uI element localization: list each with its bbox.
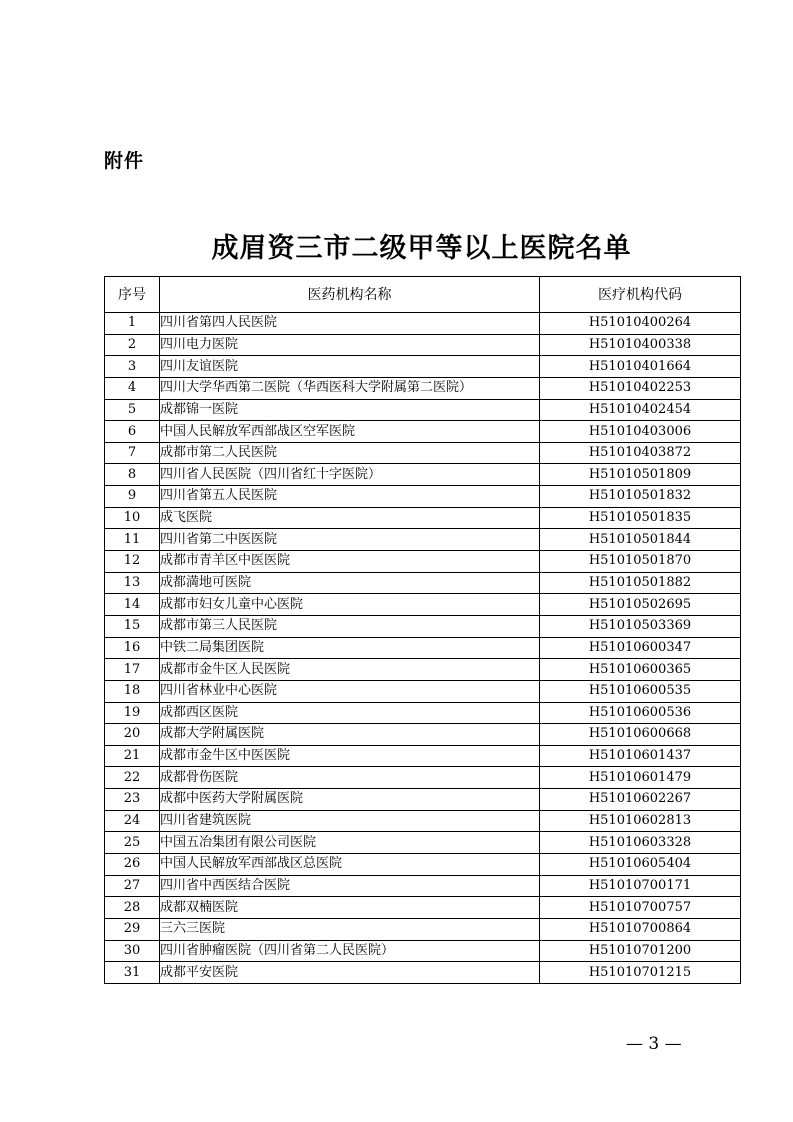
institution-name-cell: 中国五冶集团有限公司医院 [160,832,540,854]
table-row [105,551,741,573]
table-row [105,399,741,421]
serial-number-cell: 20 [105,724,160,746]
table-row [105,659,741,681]
institution-code-cell: H51010400338 [540,334,741,356]
institution-code-cell: H51010603328 [540,832,741,854]
institution-code-cell: H51010501832 [540,486,741,508]
table-row [105,313,741,335]
institution-code-cell: H51010502695 [540,594,741,616]
institution-code-cell: H51010501844 [540,529,741,551]
institution-name-cell: 成都市青羊区中医医院 [160,551,540,573]
institution-code-cell: H51010600668 [540,724,741,746]
document-title: 成眉资三市二级甲等以上医院名单 [211,233,632,264]
institution-code-cell: H51010600365 [540,659,741,681]
serial-number-cell: 4 [105,377,160,399]
institution-name-cell: 成飞医院 [160,507,540,529]
serial-number-cell: 17 [105,659,160,681]
serial-number-cell: 31 [105,962,160,984]
institution-name-cell: 成都大学附属医院 [160,724,540,746]
institution-code-cell: H51010501870 [540,551,741,573]
institution-code-cell: H51010600536 [540,702,741,724]
table-row [105,832,741,854]
institution-name-cell: 成都双楠医院 [160,897,540,919]
institution-name-cell: 三六三医院 [160,918,540,940]
table-row [105,594,741,616]
hospital-table [104,276,741,984]
serial-number-cell: 28 [105,897,160,919]
table-row [105,637,741,659]
table-row [105,767,741,789]
serial-number-cell: 18 [105,680,160,702]
serial-number-cell: 5 [105,399,160,421]
table-row [105,962,741,984]
institution-code-cell: H51010402454 [540,399,741,421]
table-row [105,334,741,356]
serial-number-cell: 13 [105,572,160,594]
institution-code-cell: H51010602813 [540,810,741,832]
institution-code-cell: H51010501835 [540,507,741,529]
institution-code-cell: H51010400264 [540,313,741,335]
table-row [105,507,741,529]
table-row [105,854,741,876]
table-row [105,421,741,443]
serial-number-cell: 19 [105,702,160,724]
serial-number-cell: 12 [105,551,160,573]
institution-name-cell: 成都锦一医院 [160,399,540,421]
header-serial-number: 序号 [105,277,160,313]
institution-code-cell: H51010602267 [540,789,741,811]
institution-code-cell: H51010601479 [540,767,741,789]
institution-code-cell: H51010401664 [540,356,741,378]
table-row [105,875,741,897]
serial-number-cell: 25 [105,832,160,854]
table-row [105,442,741,464]
institution-name-cell: 四川友谊医院 [160,356,540,378]
institution-code-cell: H51010600535 [540,680,741,702]
serial-number-cell: 26 [105,854,160,876]
table-row [105,464,741,486]
institution-name-cell: 成都市金牛区人民医院 [160,659,540,681]
serial-number-cell: 29 [105,918,160,940]
table-row [105,940,741,962]
institution-code-cell: H51010403872 [540,442,741,464]
institution-name-cell: 成都骨伤医院 [160,767,540,789]
page-number: — 3 — [626,1034,682,1054]
attachment-label: 附件 [104,150,145,172]
institution-name-cell: 四川省第四人民医院 [160,313,540,335]
institution-name-cell: 成都平安医院 [160,962,540,984]
table-row [105,724,741,746]
table-row [105,789,741,811]
header-institution-name: 医药机构名称 [160,277,540,313]
serial-number-cell: 14 [105,594,160,616]
serial-number-cell: 7 [105,442,160,464]
institution-name-cell: 成都西区医院 [160,702,540,724]
institution-name-cell: 四川省第五人民医院 [160,486,540,508]
institution-code-cell: H51010700864 [540,918,741,940]
institution-code-cell: H51010402253 [540,377,741,399]
table-row [105,529,741,551]
serial-number-cell: 16 [105,637,160,659]
table-row [105,897,741,919]
table-row [105,572,741,594]
serial-number-cell: 3 [105,356,160,378]
institution-code-cell: H51010700171 [540,875,741,897]
serial-number-cell: 8 [105,464,160,486]
table-row [105,810,741,832]
institution-name-cell: 成都市第二人民医院 [160,442,540,464]
institution-code-cell: H51010701200 [540,940,741,962]
institution-name-cell: 成都中医药大学附属医院 [160,789,540,811]
institution-name-cell: 四川省中西医结合医院 [160,875,540,897]
institution-name-cell: 四川省肿瘤医院（四川省第二人民医院） [160,940,540,962]
institution-code-cell: H51010605404 [540,854,741,876]
institution-name-cell: 中铁二局集团医院 [160,637,540,659]
institution-code-cell: H51010701215 [540,962,741,984]
table-row [105,486,741,508]
table-row [105,680,741,702]
institution-name-cell: 四川省林业中心医院 [160,680,540,702]
serial-number-cell: 11 [105,529,160,551]
serial-number-cell: 22 [105,767,160,789]
institution-code-cell: H51010403006 [540,421,741,443]
institution-code-cell: H51010503369 [540,615,741,637]
institution-name-cell: 四川省建筑医院 [160,810,540,832]
institution-code-cell: H51010501809 [540,464,741,486]
table-row [105,702,741,724]
serial-number-cell: 21 [105,745,160,767]
table-row [105,918,741,940]
serial-number-cell: 9 [105,486,160,508]
institution-name-cell: 中国人民解放军西部战区空军医院 [160,421,540,443]
serial-number-cell: 6 [105,421,160,443]
institution-name-cell: 中国人民解放军西部战区总医院 [160,854,540,876]
serial-number-cell: 24 [105,810,160,832]
table-header-row [105,277,741,313]
institution-name-cell: 成都市金牛区中医医院 [160,745,540,767]
serial-number-cell: 1 [105,313,160,335]
institution-code-cell: H51010700757 [540,897,741,919]
institution-name-cell: 四川大学华西第二医院（华西医科大学附属第二医院） [160,377,540,399]
serial-number-cell: 30 [105,940,160,962]
serial-number-cell: 2 [105,334,160,356]
institution-name-cell: 成都市妇女儿童中心医院 [160,594,540,616]
serial-number-cell: 10 [105,507,160,529]
serial-number-cell: 23 [105,789,160,811]
table-row [105,615,741,637]
serial-number-cell: 15 [105,615,160,637]
institution-name-cell: 四川省人民医院（四川省红十字医院） [160,464,540,486]
header-institution-code: 医疗机构代码 [540,277,741,313]
institution-name-cell: 成都満地可医院 [160,572,540,594]
table-row [105,377,741,399]
institution-name-cell: 成都市第三人民医院 [160,615,540,637]
table-row [105,356,741,378]
institution-code-cell: H51010501882 [540,572,741,594]
institution-name-cell: 四川电力医院 [160,334,540,356]
table-row [105,745,741,767]
institution-code-cell: H51010600347 [540,637,741,659]
institution-name-cell: 四川省第二中医医院 [160,529,540,551]
table-body [105,313,741,984]
institution-code-cell: H51010601437 [540,745,741,767]
serial-number-cell: 27 [105,875,160,897]
